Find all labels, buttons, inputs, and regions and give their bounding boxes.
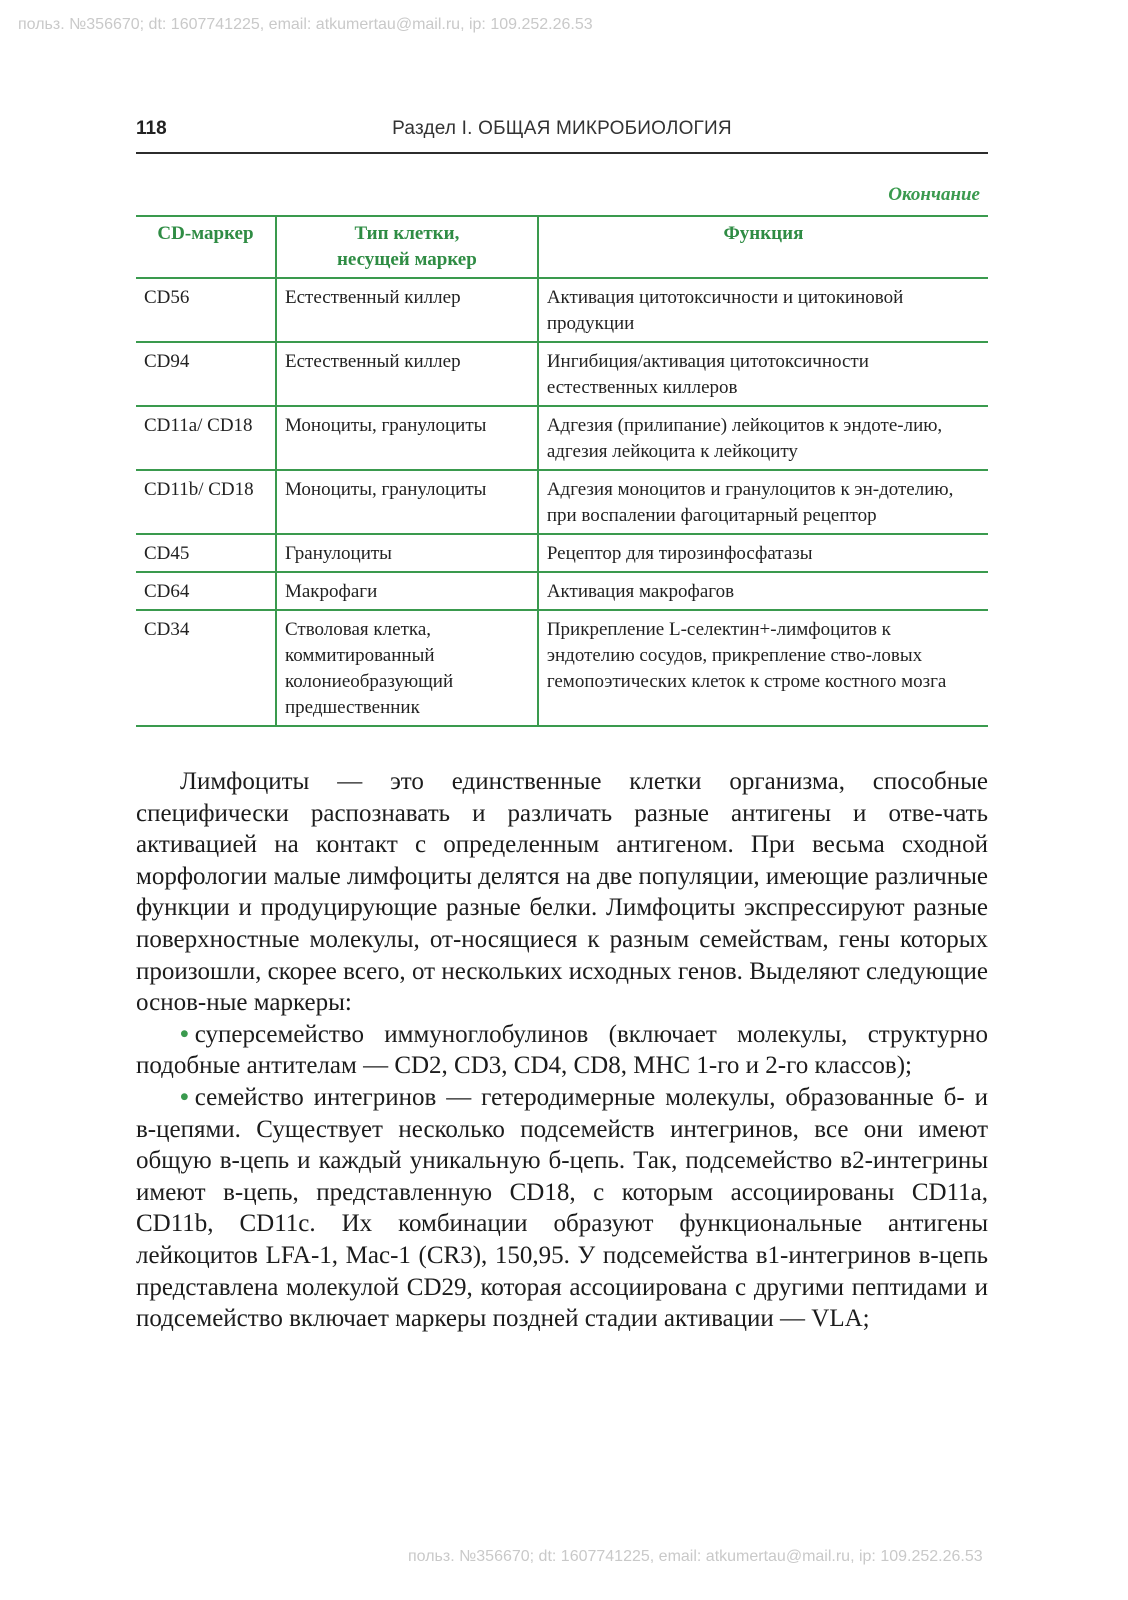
bullet-text: суперсемейство иммуноглобулинов (включает молекулы, структурно подобные антителам — CD2, CD3, CD4, CD8, MHC 1-го и 2-го классов);	[136, 1020, 988, 1080]
table-continuation-label: Окончание	[888, 184, 980, 205]
cell-marker: CD56	[136, 278, 276, 342]
header-cell-type	[276, 216, 538, 278]
cell-type: Моноциты, гранулоциты	[276, 406, 538, 470]
page-header	[136, 114, 988, 154]
cell-type: Макрофаги	[276, 572, 538, 610]
cell-marker: CD45	[136, 534, 276, 572]
body-text	[136, 766, 988, 1335]
cell-type: Моноциты, гранулоциты	[276, 470, 538, 534]
watermark-top: польз. №356670; dt: 1607741225, email: atkumertau@mail.ru, ip: 109.252.26.53	[18, 16, 593, 33]
bullet-dot-icon: •	[180, 1020, 189, 1048]
cell-marker: CD11a/ CD18	[136, 406, 276, 470]
cell-function: Ингибиция/активация цитотоксичности естественных киллеров	[538, 342, 988, 406]
table-header-row	[136, 216, 988, 278]
cell-function: Адгезия моноцитов и гранулоцитов к эн-дотелию, при воспалении фагоцитарный рецептор	[538, 470, 988, 534]
cd-marker-table	[136, 215, 988, 727]
cell-function: Активация цитотоксичности и цитокиновой продукции	[538, 278, 988, 342]
header-function: Функция	[538, 216, 988, 278]
cell-type: Естественный киллер	[276, 342, 538, 406]
bullet-item	[136, 1019, 988, 1082]
header-cell-type-line1: Тип клетки,	[354, 223, 460, 244]
cell-marker: CD11b/ CD18	[136, 470, 276, 534]
cell-marker: CD34	[136, 610, 276, 726]
header-marker: CD-маркер	[136, 216, 276, 278]
cell-function: Активация макрофагов	[538, 572, 988, 610]
cell-type: Гранулоциты	[276, 534, 538, 572]
page-number: 118	[136, 118, 167, 139]
cell-type: Стволовая клетка, коммитированный колониеобразующий предшественник	[276, 610, 538, 726]
cell-function: Рецептор для тирозинфосфатазы	[538, 534, 988, 572]
watermark-bottom: польз. №356670; dt: 1607741225, email: atkumertau@mail.ru, ip: 109.252.26.53	[408, 1548, 983, 1565]
bullet-text: семейство интегринов — гетеродимерные молекулы, образованные б- и в-цепями. Существует несколько подсемейств интегринов, все они имеют общую в-цепь и каждый уникальную б-цепь. Так, подсемейство в2-интегрины имеют в-цепь, представленную CD18, с которым ассоциированы CD11a, CD11b, CD11c. Их комбинации образуют функциональные антигены лейкоцитов LFA-1, Mac-1 (CR3), 150,95. У подсемейства в1-интегринов в-цепь представлена молекулой CD29, которая ассоциирована с другими пептидами и подсемейство включает маркеры поздней стадии активации — VLA;	[136, 1083, 988, 1333]
table-row	[136, 470, 988, 534]
table-row	[136, 610, 988, 726]
cell-function: Прикрепление L-селектин+-лимфоцитов к эндотелию сосудов, прикрепление ство-ловых гемопоэтических клеток к строме костного мозга	[538, 610, 988, 726]
table-row	[136, 342, 988, 406]
cell-function: Адгезия (прилипание) лейкоцитов к эндоте-лию, адгезия лейкоцита к лейкоциту	[538, 406, 988, 470]
header-cell-type-line2: несущей маркер	[336, 249, 477, 270]
cell-type: Естественный киллер	[276, 278, 538, 342]
table-row	[136, 534, 988, 572]
table-row	[136, 406, 988, 470]
table-row	[136, 572, 988, 610]
section-title: Раздел I. ОБЩАЯ МИКРОБИОЛОГИЯ	[392, 118, 732, 139]
bullet-dot-icon: •	[180, 1083, 189, 1111]
table-row	[136, 278, 988, 342]
cell-marker: CD94	[136, 342, 276, 406]
cell-marker: CD64	[136, 572, 276, 610]
bullet-item	[136, 1082, 988, 1335]
paragraph: Лимфоциты — это единственные клетки организма, способные специфически распознавать и различать разные антигены и отве-чать активацией на контакт с определенным антигеном. При весьма сходной морфологии малые лимфоциты делятся на две популяции, имеющие различные функции и продуцирующие разные белки. Лимфоциты экспрессируют разные поверхностные молекулы, от-носящиеся к разным семействам, гены которых произошли, скорее всего, от нескольких исходных генов. Выделяют следующие основ-ные маркеры:	[136, 768, 988, 1017]
